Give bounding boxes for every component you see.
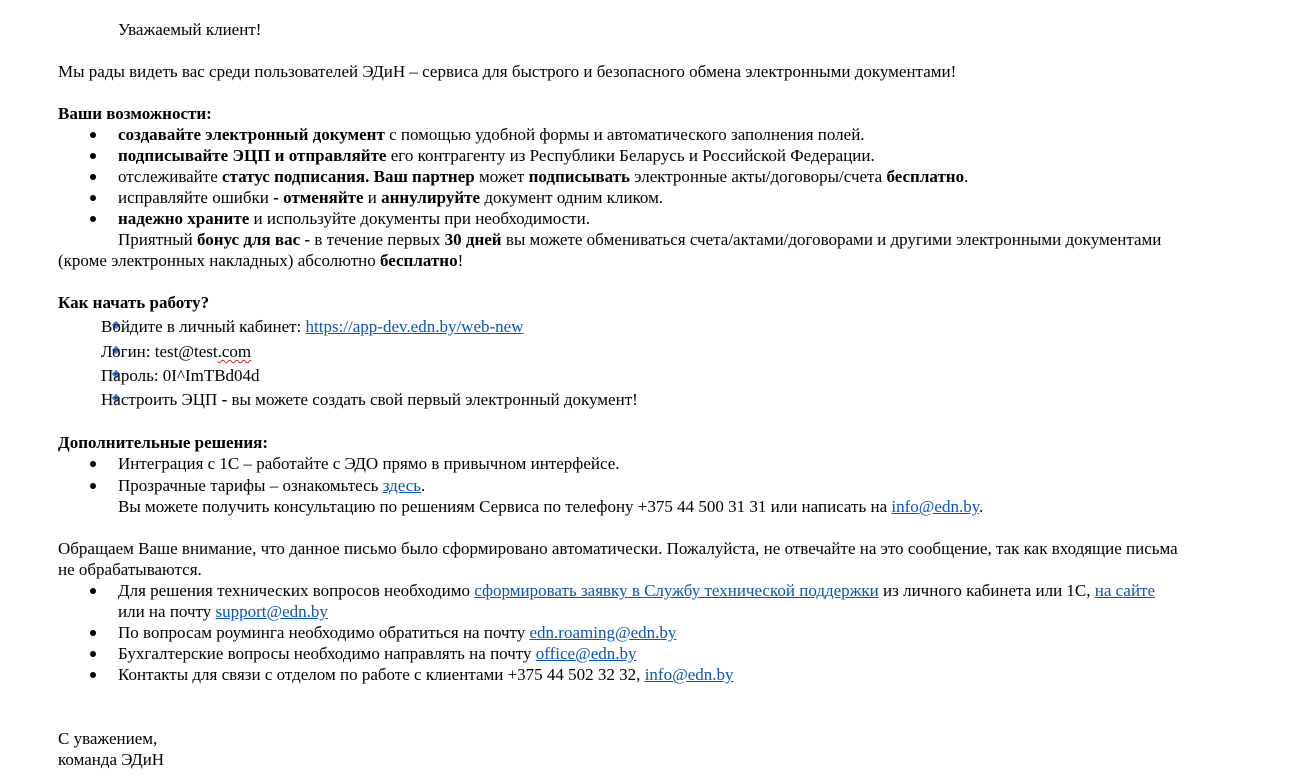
roaming-line: По вопросам роуминга необходимо обратиться на почту edn.roaming@edn.by bbox=[118, 623, 677, 642]
bonus-paragraph-line2: (кроме электронных накладных) абсолютно бесплатно! bbox=[58, 251, 464, 270]
signature-line1: С уважением, bbox=[58, 729, 158, 748]
bullet-icon bbox=[90, 672, 96, 678]
consult-line: Вы можете получить консультацию по решениям Сервиса по телефону +375 44 500 31 31 или написать на info@edn.by. bbox=[118, 497, 984, 516]
greeting: Уважаемый клиент! bbox=[118, 20, 262, 39]
info-email-link[interactable]: info@edn.by bbox=[891, 497, 980, 516]
support-request-link[interactable]: сформировать заявку в Службу технической поддержки bbox=[474, 581, 879, 600]
bonus-paragraph-line1: Приятный бонус для вас - в течение первых 30 дней вы можете обмениваться счета/актами/договорами и другими электронными документами bbox=[118, 230, 1162, 249]
feature-item-fix: исправляйте ошибки - отменяйте и аннулируйте документ одним кликом. bbox=[118, 188, 664, 207]
tariffs-link[interactable]: здесь bbox=[382, 476, 422, 495]
feature-item-store: надежно храните и используйте документы при необходимости. bbox=[118, 209, 590, 228]
website-link[interactable]: на сайте bbox=[1094, 581, 1156, 600]
bullet-icon bbox=[90, 461, 96, 467]
features-heading: Ваши возможности: bbox=[58, 104, 212, 123]
cabinet-link[interactable]: https://app-dev.edn.by/web-new bbox=[305, 317, 524, 336]
office-email-link[interactable]: office@edn.by bbox=[535, 644, 637, 663]
contacts-line: Контакты для связи с отделом по работе с клиентами +375 44 502 32 32, info@edn.by bbox=[118, 665, 734, 684]
signature-line2: команда ЭДиН bbox=[58, 750, 165, 769]
intro-paragraph: Мы рады видеть вас среди пользователей ЭДиН – сервиса для быстрого и безопасного обмена электронными документами! bbox=[58, 62, 957, 81]
start-item-login: Логин: test@test.com bbox=[101, 342, 252, 361]
feature-item-sign: подписывайте ЭЦП и отправляйте его контрагенту из Республики Беларусь и Российской Федерации. bbox=[118, 146, 875, 165]
extra-item-1c: Интеграция с 1С – работайте с ЭДО прямо в привычном интерфейсе. bbox=[118, 454, 620, 473]
start-item-eds: Настроить ЭЦП - вы можете создать свой первый электронный документ! bbox=[101, 390, 638, 409]
bullet-icon bbox=[90, 153, 96, 159]
feature-item-track: отслеживайте статус подписания. Ваш партнер может подписывать электронные акты/договоры/счета бесплатно. bbox=[118, 167, 969, 186]
bullet-icon bbox=[90, 132, 96, 138]
roaming-email-link[interactable]: edn.roaming@edn.by bbox=[529, 623, 677, 642]
start-item-password: Пароль: 0I^ImTBd04d bbox=[101, 366, 260, 385]
start-item-cabinet: Войдите в личный кабинет: https://app-dev.edn.by/web-new bbox=[101, 317, 524, 336]
start-heading: Как начать работу? bbox=[58, 293, 210, 312]
notice-line2: не обрабатываются. bbox=[58, 560, 202, 579]
accounting-line: Бухгалтерские вопросы необходимо направлять на почту office@edn.by bbox=[118, 644, 637, 663]
bullet-icon bbox=[90, 483, 96, 489]
notice-line1: Обращаем Ваше внимание, что данное письмо было сформировано автоматически. Пожалуйста, не отвечайте на это сообщение, так как входящие письма bbox=[58, 539, 1178, 558]
extra-item-tariffs: Прозрачные тарифы – ознакомьтесь здесь. bbox=[118, 476, 426, 495]
tech-support-line1: Для решения технических вопросов необходимо сформировать заявку в Службу технической поддержки из личного кабинета или 1С, на сайте bbox=[118, 581, 1156, 600]
bullet-icon bbox=[90, 588, 96, 594]
bullet-icon bbox=[90, 216, 96, 222]
contacts-email-link[interactable]: info@edn.by bbox=[644, 665, 734, 684]
bullet-icon bbox=[90, 630, 96, 636]
extra-heading: Дополнительные решения: bbox=[58, 433, 269, 452]
tech-support-line2: или на почту support@edn.by bbox=[118, 602, 328, 621]
bullet-icon bbox=[90, 195, 96, 201]
support-email-link[interactable]: support@edn.by bbox=[215, 602, 328, 621]
bullet-icon bbox=[90, 651, 96, 657]
bullet-icon bbox=[90, 174, 96, 180]
feature-item-create: создавайте электронный документ с помощью удобной формы и автоматического заполнения полей. bbox=[118, 125, 865, 144]
